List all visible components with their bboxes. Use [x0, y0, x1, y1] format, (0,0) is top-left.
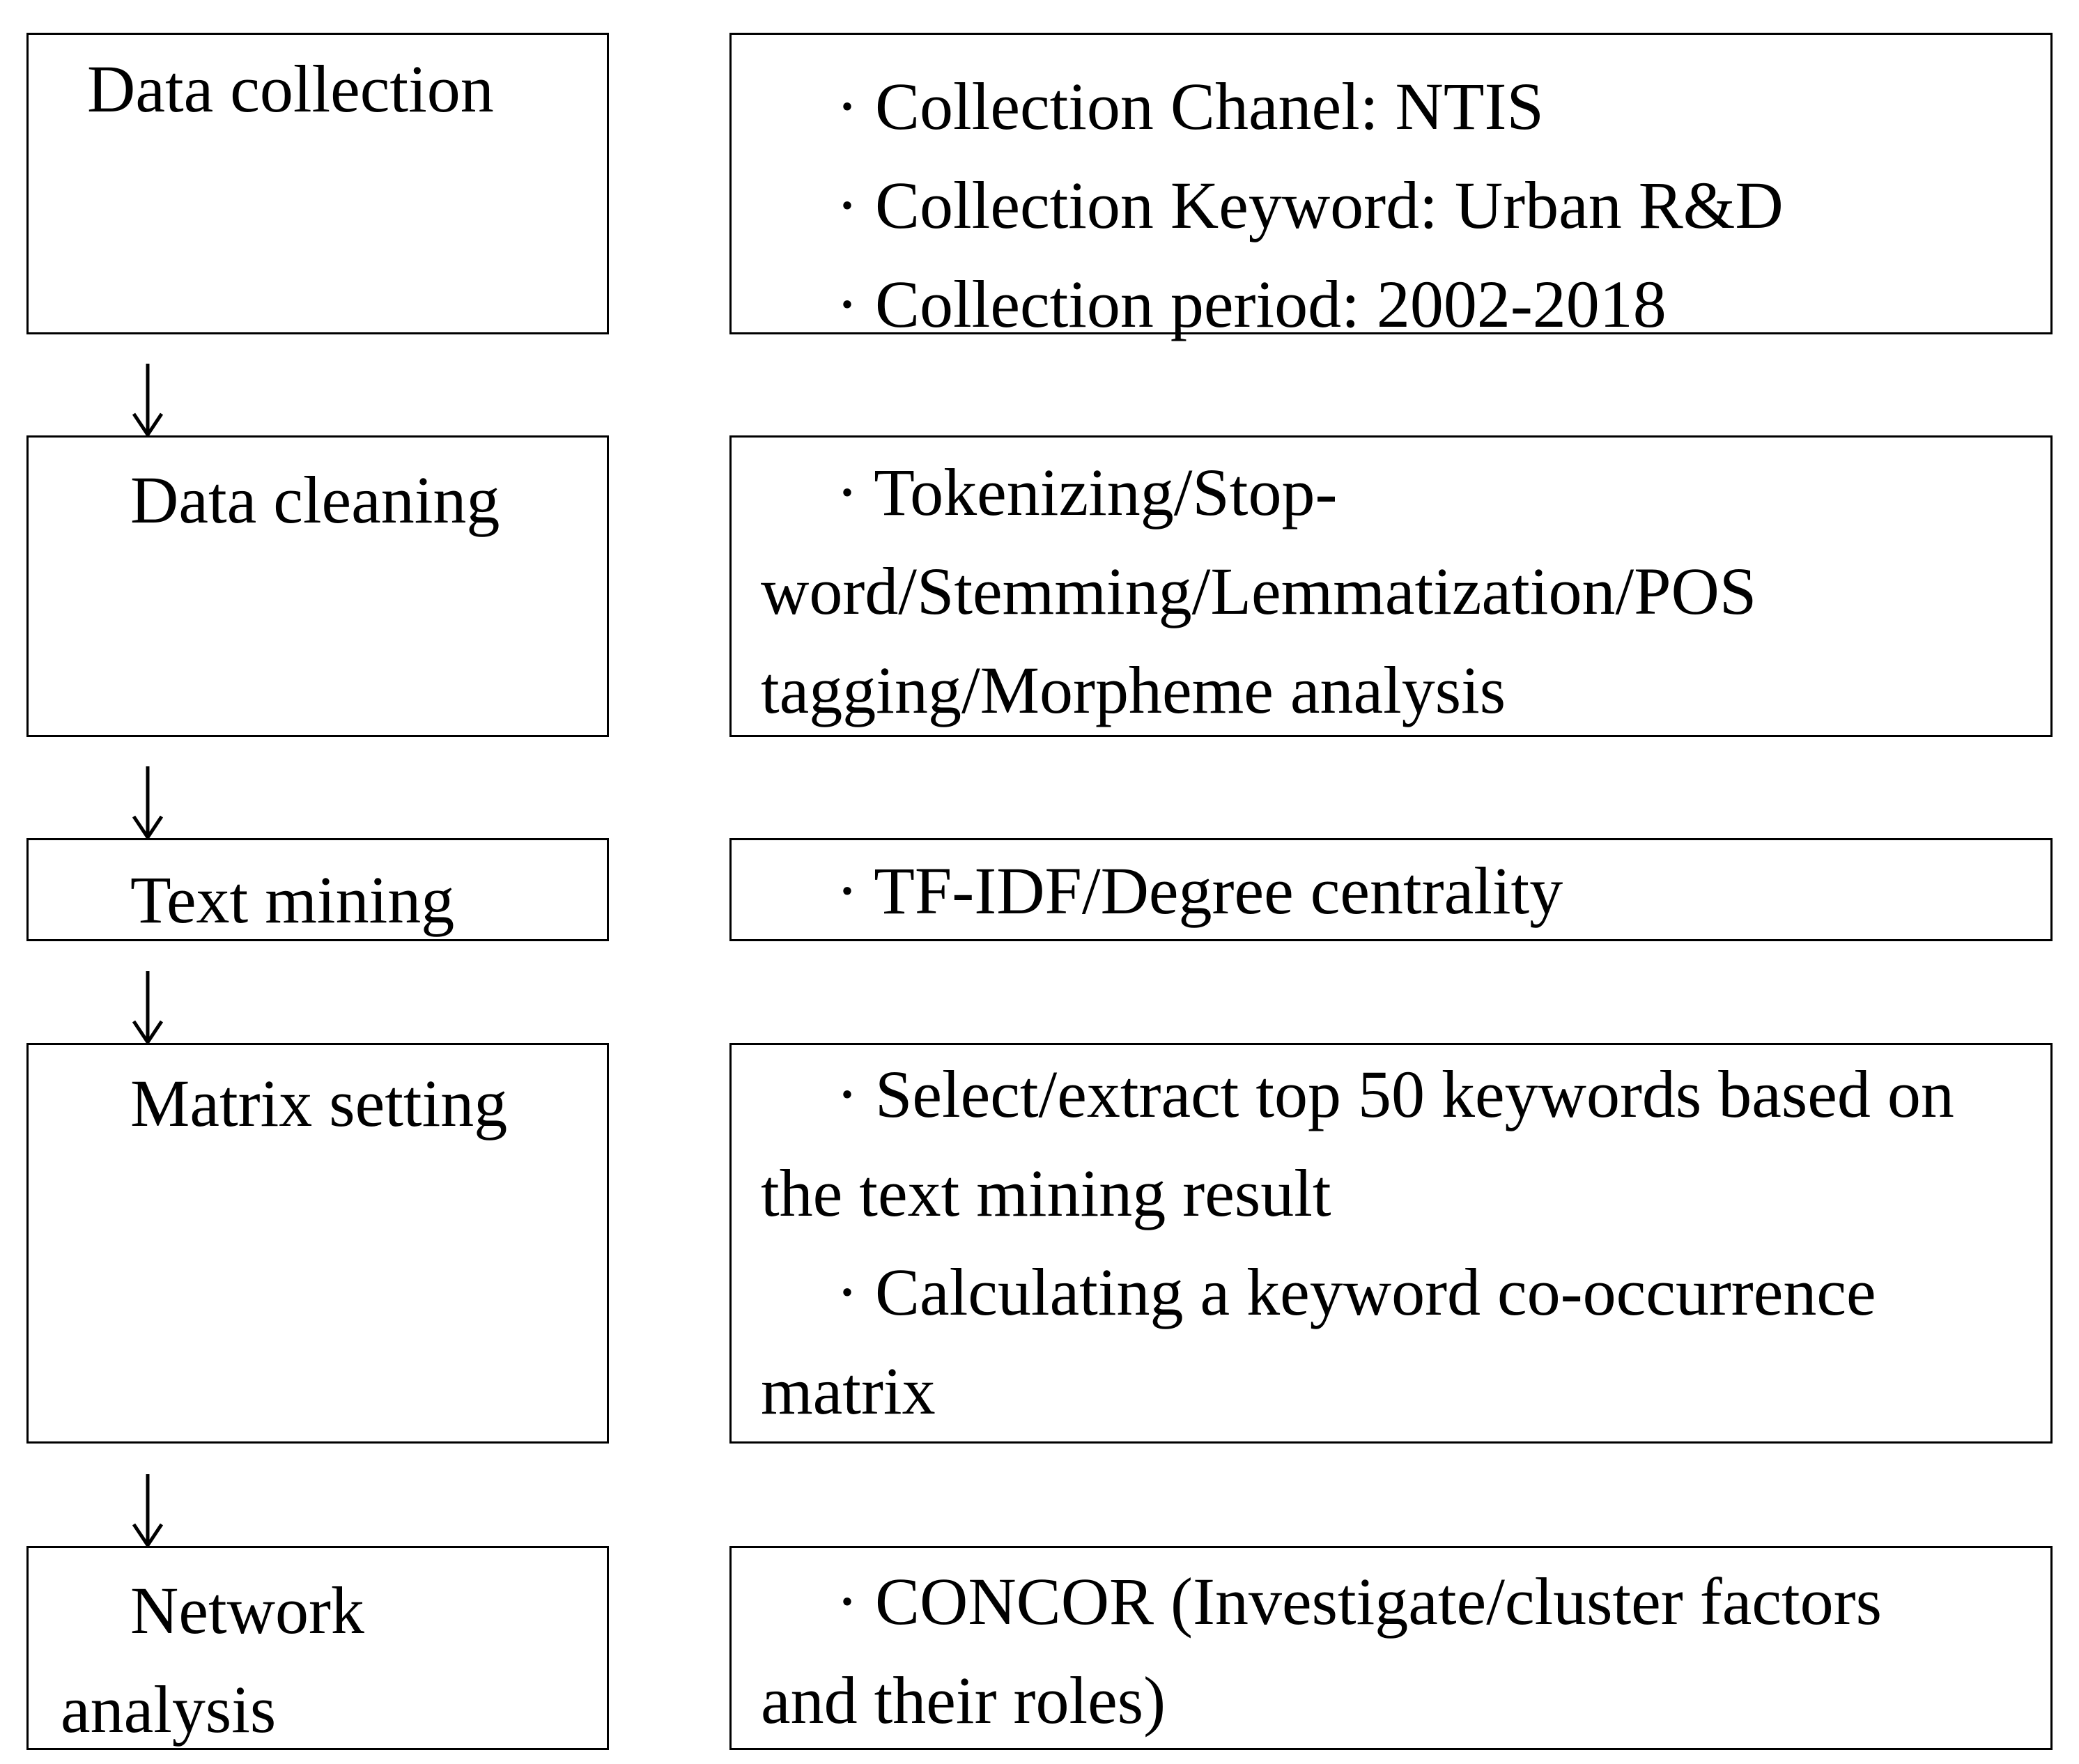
detail-line: · Select/extract top 50 keywords based on: [836, 1057, 1954, 1131]
step-data-collection-label: Data collection: [87, 52, 494, 126]
down-arrow-icon: [127, 1473, 169, 1549]
step-network-analysis-label-line1: Network: [130, 1573, 364, 1648]
detail-line: · Collection period: 2002-2018: [836, 267, 1667, 341]
detail-line: matrix: [761, 1354, 936, 1428]
step-matrix-setting-details-box: [729, 1043, 2053, 1444]
step-text-mining-box: [26, 838, 609, 941]
detail-line: and their roles): [761, 1663, 1166, 1738]
detail-line: tagging/Morpheme analysis: [761, 653, 1506, 727]
step-text-mining-details-box: [729, 838, 2053, 941]
step-data-cleaning-details-box: [729, 435, 2053, 737]
step-network-analysis-details-box: [729, 1546, 2053, 1750]
detail-line: · Collection Chanel: NTIS: [836, 69, 1544, 144]
step-text-mining-label: Text mining: [130, 862, 455, 937]
step-data-collection-details-box: [729, 33, 2053, 341]
detail-line: · TF-IDF/Degree centrality: [836, 853, 1563, 928]
down-arrow-icon: [127, 765, 169, 842]
detail-line: word/Stemming/Lemmatization/POS: [761, 554, 1757, 628]
step-data-collection-box: [26, 33, 609, 334]
step-matrix-setting-label: Matrix setting: [130, 1066, 508, 1140]
detail-line: · Collection Keyword: Urban R&D: [836, 168, 1784, 242]
detail-line: · Calculating a keyword co-occurrence: [836, 1255, 1876, 1329]
down-arrow-icon: [127, 970, 169, 1046]
step-data-cleaning-label: Data cleaning: [130, 463, 500, 537]
step-network-analysis-label-line2: analysis: [61, 1672, 277, 1747]
step-network-analysis-box: [26, 1546, 609, 1750]
step-data-cleaning-box: [26, 435, 609, 737]
detail-line: · Tokenizing/Stop-: [836, 455, 1338, 529]
detail-line: · CONCOR (Investigate/cluster factors: [836, 1564, 1882, 1639]
detail-line: the text mining result: [761, 1156, 1331, 1230]
down-arrow-icon: [127, 362, 169, 439]
step-matrix-setting-box: [26, 1043, 609, 1444]
